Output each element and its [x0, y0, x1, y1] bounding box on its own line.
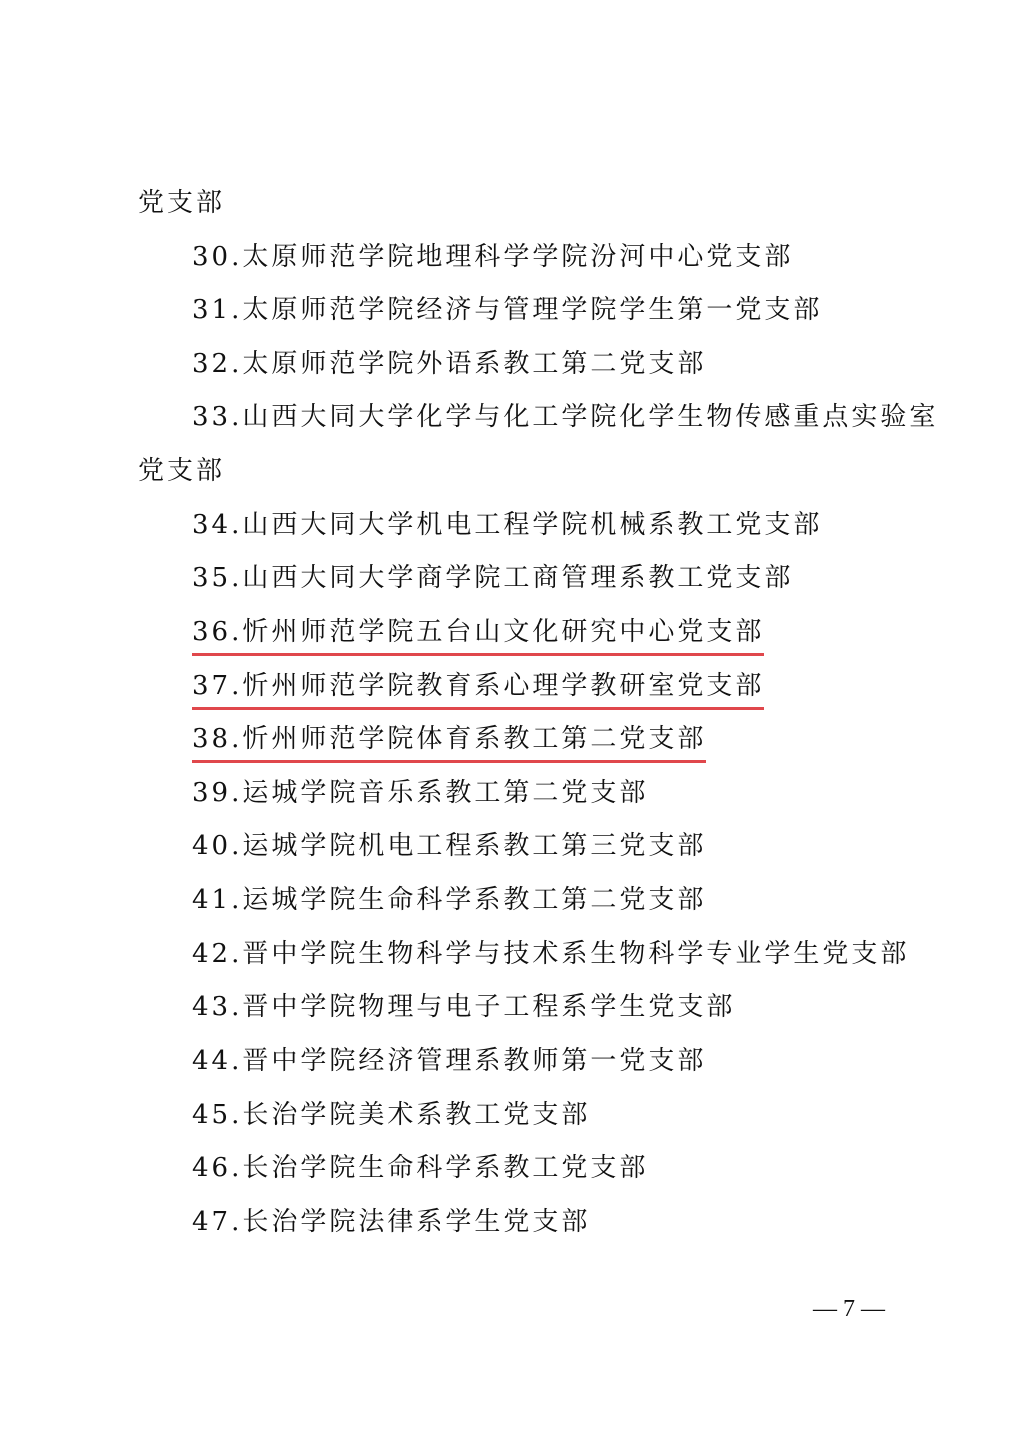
list-item-highlighted: 38.忻州师范学院体育系教工第二党支部: [192, 722, 706, 763]
list-item: 41.运城学院生命科学系教工第二党支部: [192, 885, 707, 915]
list-item: 45.长治学院美术系教工党支部: [192, 1100, 591, 1130]
list-item-continuation: 党支部: [138, 456, 226, 486]
list-item: 34.山西大同大学机电工程学院机械系教工党支部: [192, 510, 823, 540]
list-item: 40.运城学院机电工程系教工第三党支部: [192, 831, 707, 861]
list-item: 30.太原师范学院地理科学学院汾河中心党支部: [192, 242, 794, 272]
list-item: 42.晋中学院生物科学与技术系生物科学专业学生党支部: [192, 939, 910, 969]
page-number: — 7 —: [813, 1296, 885, 1322]
list-item: 44.晋中学院经济管理系教师第一党支部: [192, 1046, 707, 1076]
list-item-continuation: 党支部: [138, 188, 226, 218]
list-item: 46.长治学院生命科学系教工党支部: [192, 1153, 649, 1183]
list-item-highlighted: 37.忻州师范学院教育系心理学教研室党支部: [192, 669, 764, 710]
list-item: 33.山西大同大学化学与化工学院化学生物传感重点实验室: [192, 402, 939, 432]
list-item: 32.太原师范学院外语系教工第二党支部: [192, 349, 707, 379]
list-item: 39.运城学院音乐系教工第二党支部: [192, 778, 649, 808]
list-item: 43.晋中学院物理与电子工程系学生党支部: [192, 992, 736, 1022]
list-item: 31.太原师范学院经济与管理学院学生第一党支部: [192, 295, 823, 325]
list-item-highlighted: 36.忻州师范学院五台山文化研究中心党支部: [192, 615, 764, 656]
list-item: 35.山西大同大学商学院工商管理系教工党支部: [192, 563, 794, 593]
list-item: 47.长治学院法律系学生党支部: [192, 1207, 591, 1237]
